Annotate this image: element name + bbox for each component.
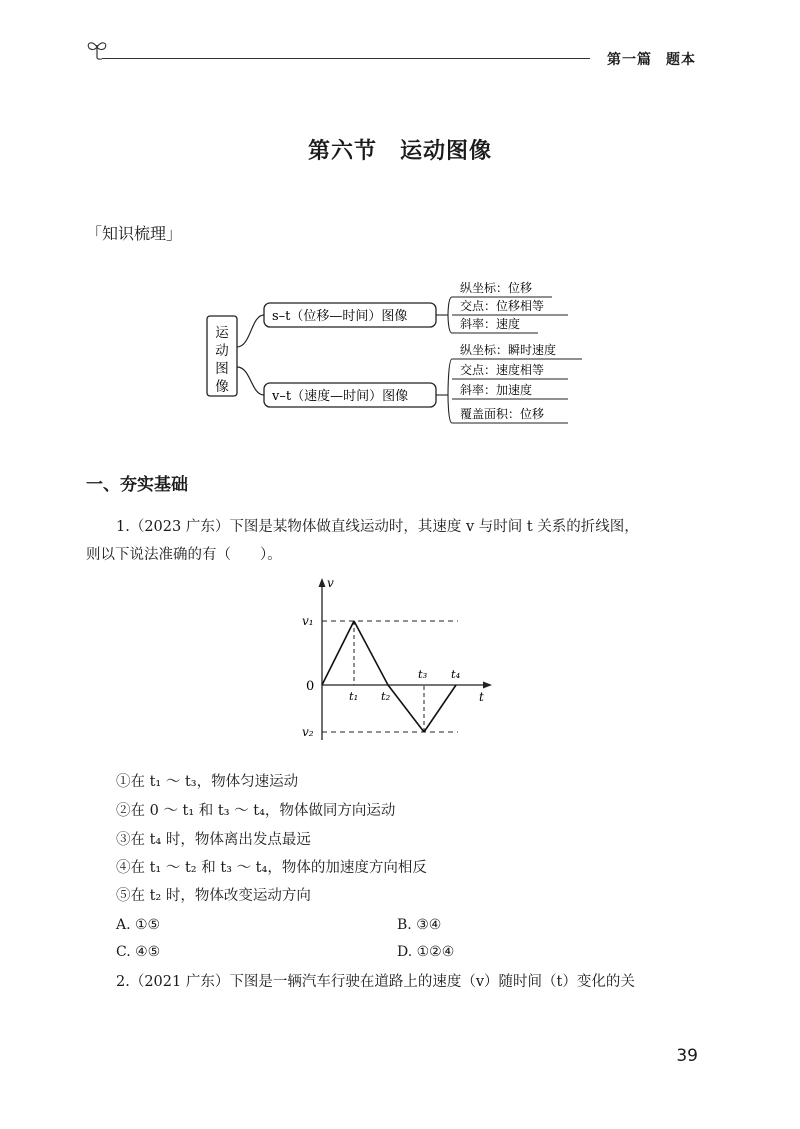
mindmap	[196, 275, 596, 435]
mindmap-leaf-vt-4: 覆盖面积：位移	[460, 407, 545, 421]
option-a: A. ①⑤	[116, 917, 161, 933]
mindmap-leaf-vt-3: 斜率：加速度	[460, 383, 533, 397]
graph-label-t1: t₁	[349, 689, 359, 703]
vt-graph	[296, 575, 500, 745]
graph-segment-4	[424, 685, 456, 732]
graph-label-v: v	[327, 576, 334, 590]
statement-2: ②在 0 ～ t₁ 和 t₃ ～ t₄，物体做同方向运动	[116, 803, 396, 819]
graph-label-t: t	[479, 690, 484, 704]
graph-label-v2: v₂	[302, 725, 314, 739]
question1-stem-line2: 则以下说法准确的有（ ）。	[86, 547, 282, 563]
mindmap-branch-st: s–t（位移—时间）图像	[272, 309, 408, 324]
graph-segment-1	[322, 621, 354, 685]
mindmap-leaf-st-3: 斜率：速度	[460, 317, 521, 331]
header-section: 题本	[666, 52, 696, 68]
mindmap-leaf-st-2: 交点：位移相等	[460, 299, 545, 313]
leaf-logo-icon	[86, 36, 108, 64]
option-b: B. ③④	[397, 917, 442, 933]
header-rule	[102, 58, 590, 59]
mindmap-root-char-3: 图	[215, 361, 229, 377]
running-header	[607, 49, 696, 69]
statement-3: ③在 t₄ 时，物体离出发点最远	[116, 832, 311, 848]
statement-1: ①在 t₁ ～ t₃，物体匀速运动	[116, 774, 299, 790]
option-d: D. ①②④	[397, 944, 455, 960]
graph-segment-2	[354, 621, 388, 685]
option-c: C. ④⑤	[116, 944, 161, 960]
mindmap-leaf-vt-1: 纵坐标：瞬时速度	[460, 343, 557, 357]
mindmap-root-char-1: 运	[215, 325, 229, 341]
page-number: 39	[676, 1046, 698, 1066]
graph-label-t2: t₂	[381, 689, 391, 703]
knowledge-label: 「知识梳理」	[86, 224, 183, 243]
graph-axis-v-arrow	[319, 578, 326, 587]
statement-4: ④在 t₁ ～ t₂ 和 t₃ ～ t₄，物体的加速度方向相反	[116, 860, 427, 876]
mindmap-root-char-2: 动	[215, 343, 229, 359]
mindmap-branch-vt: v–t（速度—时间）图像	[272, 389, 409, 404]
graph-segment-3	[388, 685, 424, 732]
question2-stem-line1: 2.（2021 广东）下图是一辆汽车行驶在道路上的速度（v）随时间（t）变化的关	[116, 974, 635, 990]
mindmap-leaf-st-1: 纵坐标：位移	[460, 281, 533, 295]
question1-stem-line1: 1.（2023 广东）下图是某物体做直线运动时，其速度 v 与时间 t 关系的折线图，	[116, 519, 639, 535]
graph-label-origin: 0	[306, 679, 315, 694]
mindmap-leaf-vt-2: 交点：速度相等	[460, 363, 545, 377]
graph-axis-t-arrow	[483, 682, 492, 689]
page-title: 第六节 运动图像	[307, 139, 492, 164]
graph-label-v1: v₁	[302, 614, 314, 628]
statement-5: ⑤在 t₂ 时，物体改变运动方向	[116, 888, 311, 904]
mindmap-root-char-4: 像	[215, 379, 229, 395]
section-heading: 一、夯实基础	[86, 475, 188, 495]
graph-label-t3: t₃	[418, 667, 428, 681]
header-part: 第一篇	[607, 52, 652, 68]
graph-label-t4: t₄	[451, 667, 461, 681]
